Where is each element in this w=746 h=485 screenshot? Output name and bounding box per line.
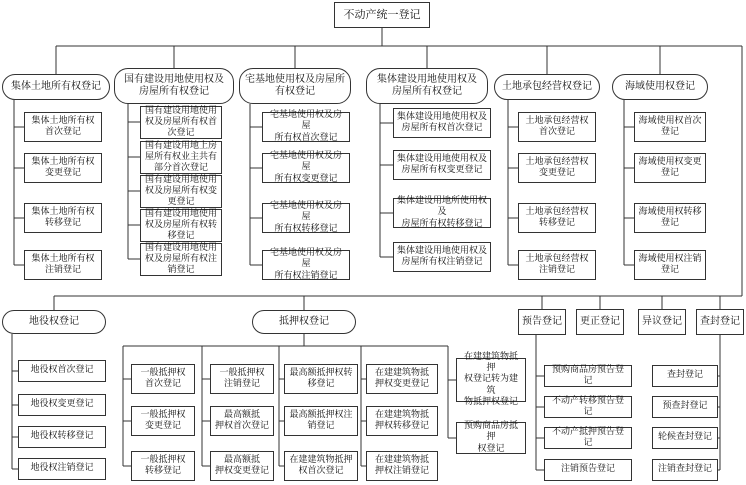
l2-mortgage-child: 一般抵押权 注销登记 (210, 364, 274, 394)
l2-mortgage-child: 在建建筑物抵押 权首次登记 (284, 451, 358, 481)
l1-collective-construction-child: 集体建设用地使用权及 房屋所有权首次登记 (393, 108, 491, 138)
root-label: 不动产统一登记 (343, 8, 421, 22)
l1-header-collective-land: 集体土地所有权登记 (2, 74, 110, 100)
l2-mortgage-child: 最高额抵押权转 移登记 (284, 364, 358, 394)
l2-seizure-child: 轮候查封登记 (652, 427, 718, 449)
l1-homestead-child: 宅基地使用权及房屋 所有权变更登记 (262, 153, 350, 183)
l2-mortgage-child: 在建建筑物抵 押权变更登记 (366, 364, 438, 394)
l2-easement-child: 地役权注销登记 (18, 458, 106, 480)
l1-collective-land-child: 集体土地所有权 首次登记 (24, 112, 102, 142)
l1-homestead-child: 宅基地使用权及房屋 所有权注销登记 (262, 250, 350, 280)
l2-header-advance-notice: 预告登记 (518, 309, 566, 335)
l1-collective-land-child: 集体土地所有权 转移登记 (24, 203, 102, 233)
l1-collective-land-child: 集体土地所有权 变更登记 (24, 153, 102, 183)
l2-mortgage-child: 一般抵押权 首次登记 (131, 364, 195, 394)
l1-land-contract-child: 土地承包经营权 变更登记 (518, 153, 596, 183)
l1-header-collective-construction: 集体建设用地使用权及 房屋所有权登记 (366, 68, 488, 104)
l1-state-construction-child: 国有建设用地使用 权及房屋所有权首 次登记 (140, 106, 222, 139)
l1-header-state-construction: 国有建设用地使用权及 房屋所有权登记 (114, 68, 234, 104)
l2-mortgage-child: 在建建筑物抵 押权注销登记 (366, 451, 438, 481)
l1-header-land-contract: 土地承包经营权登记 (494, 74, 600, 100)
l2-header-seizure: 查封登记 (696, 309, 744, 335)
l1-homestead-child: 宅基地使用权及房屋 所有权转移登记 (262, 203, 350, 233)
l2-mortgage-child: 最高额抵 押权首次登记 (210, 406, 274, 436)
l2-mortgage-child: 预购商品房抵押 权登记 (456, 422, 526, 454)
l1-state-construction-child: 国有建设用地使用 权及房屋所有权转 移登记 (140, 209, 222, 242)
l2-advance-notice-child: 预购商品房预告登记 (544, 365, 632, 387)
l1-collective-construction-child: 集体建设用地使用权及 房屋所有权变更登记 (393, 150, 491, 180)
l1-header-homestead: 宅基地使用权及房屋所 有权登记 (239, 68, 351, 104)
l2-easement-child: 地役权首次登记 (18, 360, 106, 382)
l1-land-contract-child: 土地承包经营权 注销登记 (518, 250, 596, 280)
l2-mortgage-child: 最高额抵押权注 销登记 (284, 406, 358, 436)
l1-collective-land-child: 集体土地所有权 注销登记 (24, 250, 102, 280)
l2-header-easement: 地役权登记 (2, 310, 106, 334)
l1-state-construction-child: 国有建设用地上房 屋所有权业主共有 部分首次登记 (140, 141, 222, 174)
l2-advance-notice-child: 注销预告登记 (544, 459, 632, 481)
l1-collective-construction-child: 集体建设用地所使用权及 房屋所有权转移登记 (393, 198, 491, 228)
root-node (334, 2, 430, 28)
l2-header-correction: 更正登记 (576, 309, 624, 335)
l2-easement-child: 地役权转移登记 (18, 426, 106, 448)
l2-header-objection: 异议登记 (638, 309, 686, 335)
l2-mortgage-child: 一般抵押权 变更登记 (131, 406, 195, 436)
l1-sea-area-child: 海域使用权首次 登记 (634, 112, 706, 142)
l2-seizure-child: 查封登记 (652, 365, 718, 387)
l1-state-construction-child: 国有建设用地使用 权及房屋所有权注 销登记 (140, 243, 222, 276)
l2-advance-notice-child: 不动产转移预告登记 (544, 396, 632, 418)
l2-advance-notice-child: 不动产抵押预告登记 (544, 427, 632, 449)
l1-header-sea-area: 海域使用权登记 (612, 74, 708, 100)
l2-seizure-child: 注销查封登记 (652, 459, 718, 481)
l1-land-contract-child: 土地承包经营权 首次登记 (518, 112, 596, 142)
l2-seizure-child: 预查封登记 (652, 396, 718, 418)
l1-sea-area-child: 海域使用权转移 登记 (634, 203, 706, 233)
l1-collective-construction-child: 集体建设用地使用权及 房屋所有权注销登记 (393, 242, 491, 272)
l2-easement-child: 地役权变更登记 (18, 394, 106, 416)
l1-sea-area-child: 海域使用权变更 登记 (634, 153, 706, 183)
l1-homestead-child: 宅基地使用权及房屋 所有权首次登记 (262, 112, 350, 142)
l1-land-contract-child: 土地承包经营权 转移登记 (518, 203, 596, 233)
l2-header-mortgage: 抵押权登记 (252, 310, 356, 334)
l1-state-construction-child: 国有建设用地使用 权及房屋所有权变 更登记 (140, 175, 222, 208)
l2-mortgage-child: 一般抵押权 转移登记 (131, 451, 195, 481)
l1-sea-area-child: 海域使用权注销 登记 (634, 250, 706, 280)
l2-mortgage-child: 在建建筑物抵押 权登记转为建筑 物抵押权登记 (456, 358, 526, 402)
l2-mortgage-child: 在建建筑物抵 押权转移登记 (366, 406, 438, 436)
l2-mortgage-child: 最高额抵 押权变更登记 (210, 451, 274, 481)
